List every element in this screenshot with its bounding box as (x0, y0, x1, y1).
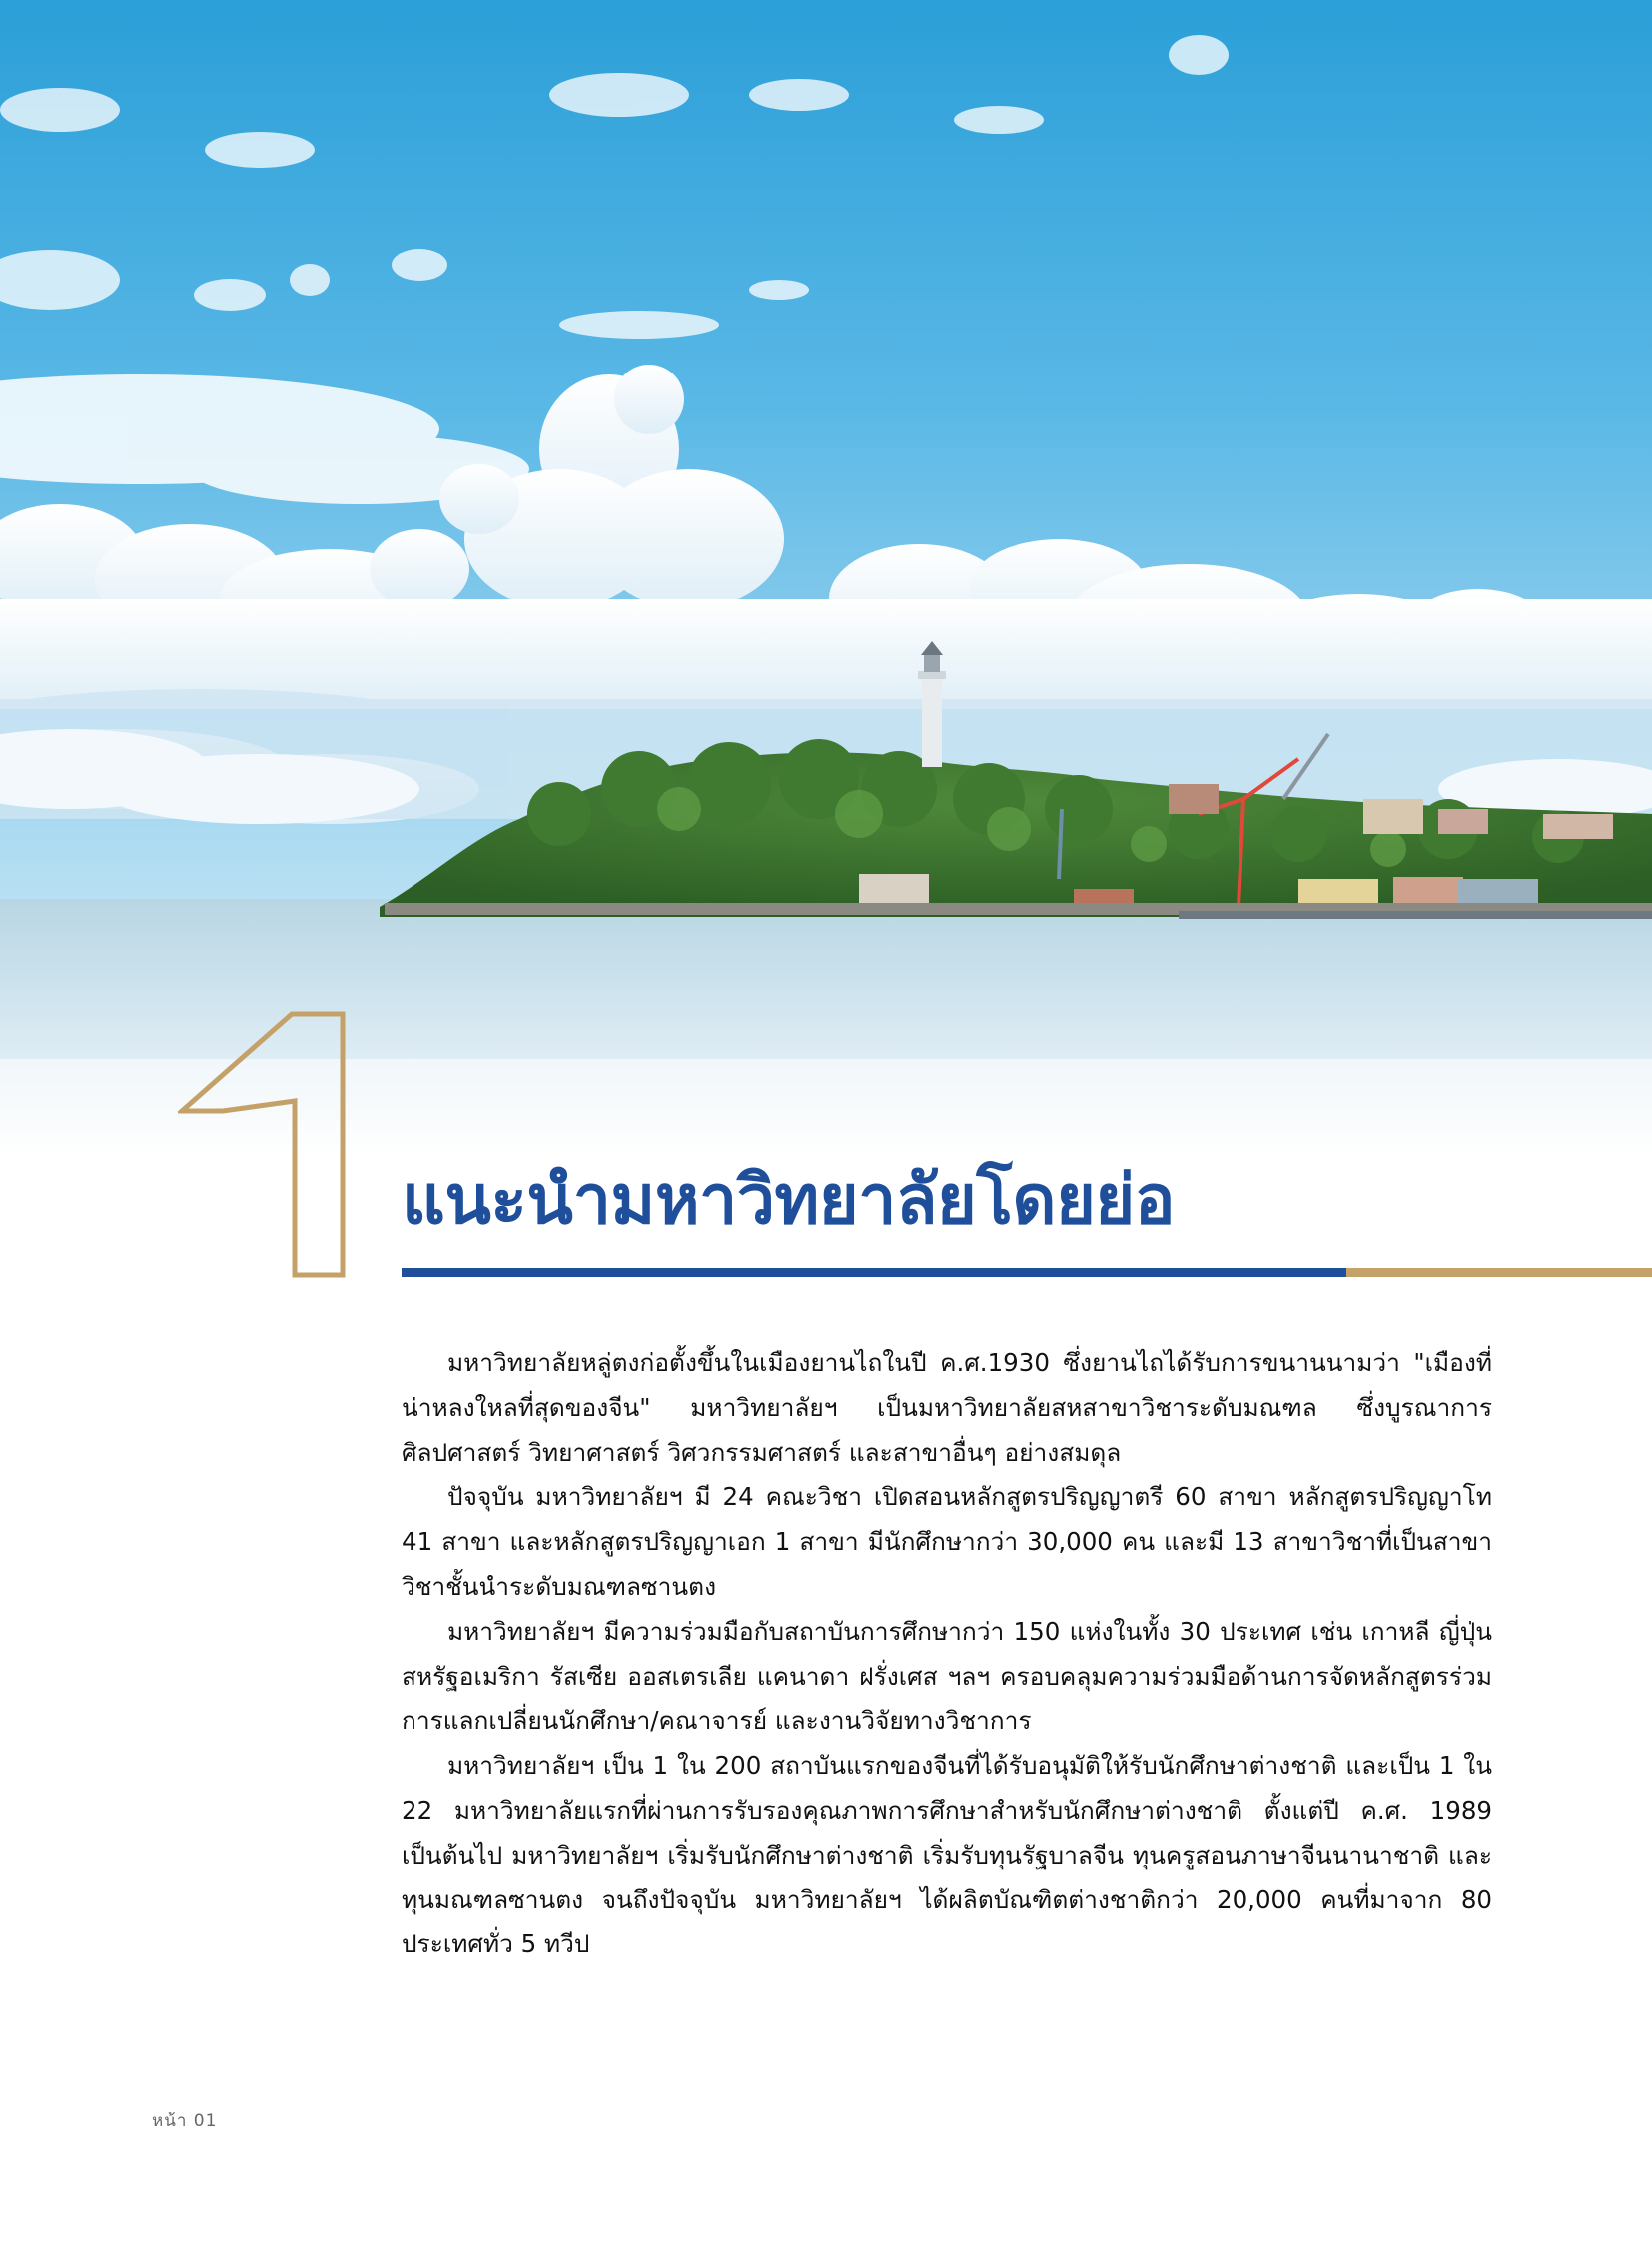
paragraph: มหาวิทยาลัยหลู่ตงก่อตั้งขึ้นในเมืองยานไถในปี ค.ศ.1930 ซึ่งยานไถได้รับการขนานนามว่า "เมืองที่น่าหลงใหลที่สุดของจีน" มหาวิทยาลัยฯ เป็นมหาวิทยาลัยสหสาขาวิชาระดับมณฑล ซึ่งบูรณาการศิลปศาสตร์ วิทยาศาสตร์ วิศวกรรมศาสตร์ และสาขาอื่นๆ อย่างสมดุล (402, 1348, 1492, 1467)
paragraph: มหาวิทยาลัยฯ เป็น 1 ใน 200 สถาบันแรกของจีนที่ได้รับอนุมัติให้รับนักศึกษาต่างชาติ และเป็น 1 ใน 22 มหาวิทยาลัยแรกที่ผ่านการรับรองคุณภาพการศึกษาสำหรับนักศึกษาต่างชาติ ตั้งแต่ปี ค.ศ. 1989 เป็นต้นไป มหาวิทยาลัยฯ เริ่มรับนักศึกษาต่างชาติ เริ่มรับทุนรัฐบาลจีน ทุนครูสอนภาษาจีนนานาชาติ และทุนมณฑลซานตง จนถึงปัจจุบัน มหาวิทยาลัยฯ ได้ผลิตบัณฑิตต่างชาติกว่า 20,000 คนที่มาจาก 80 ประเทศทั่ว 5 ทวีป (402, 1751, 1492, 1959)
body-text (402, 1341, 1492, 1967)
chapter-number-outline (178, 1011, 348, 1280)
paragraph: ปัจจุบัน มหาวิทยาลัยฯ มี 24 คณะวิชา เปิดสอนหลักสูตรปริญญาตรี 60 สาขา หลักสูตรปริญญาโท 41 สาขา และหลักสูตรปริญญาเอก 1 สาขา มีนักศึกษากว่า 30,000 คน และมี 13 สาขาวิชาที่เป็นสาขาวิชาชั้นนำระดับมณฑลซานตง (402, 1482, 1492, 1601)
paragraph: มหาวิทยาลัยฯ มีความร่วมมือกับสถาบันการศึกษากว่า 150 แห่งในทั้ง 30 ประเทศ เช่น เกาหลี ญี่ปุ่น สหรัฐอเมริกา รัสเซีย ออสเตรเลีย แคนาดา ฝรั่งเศส ฯลฯ ครอบคลุมความร่วมมือด้านการจัดหลักสูตรร่วม การแลกเปลี่ยนนักศึกษา/คณาจารย์ และงานวิจัยทางวิชาการ (402, 1616, 1492, 1736)
title-underline-gold (1346, 1268, 1652, 1277)
chapter-title: แนะนำมหาวิทยาลัยโดยย่อ (402, 1161, 1176, 1240)
page-number: หน้า 01 (152, 2111, 218, 2131)
title-underline-blue (402, 1268, 1346, 1277)
